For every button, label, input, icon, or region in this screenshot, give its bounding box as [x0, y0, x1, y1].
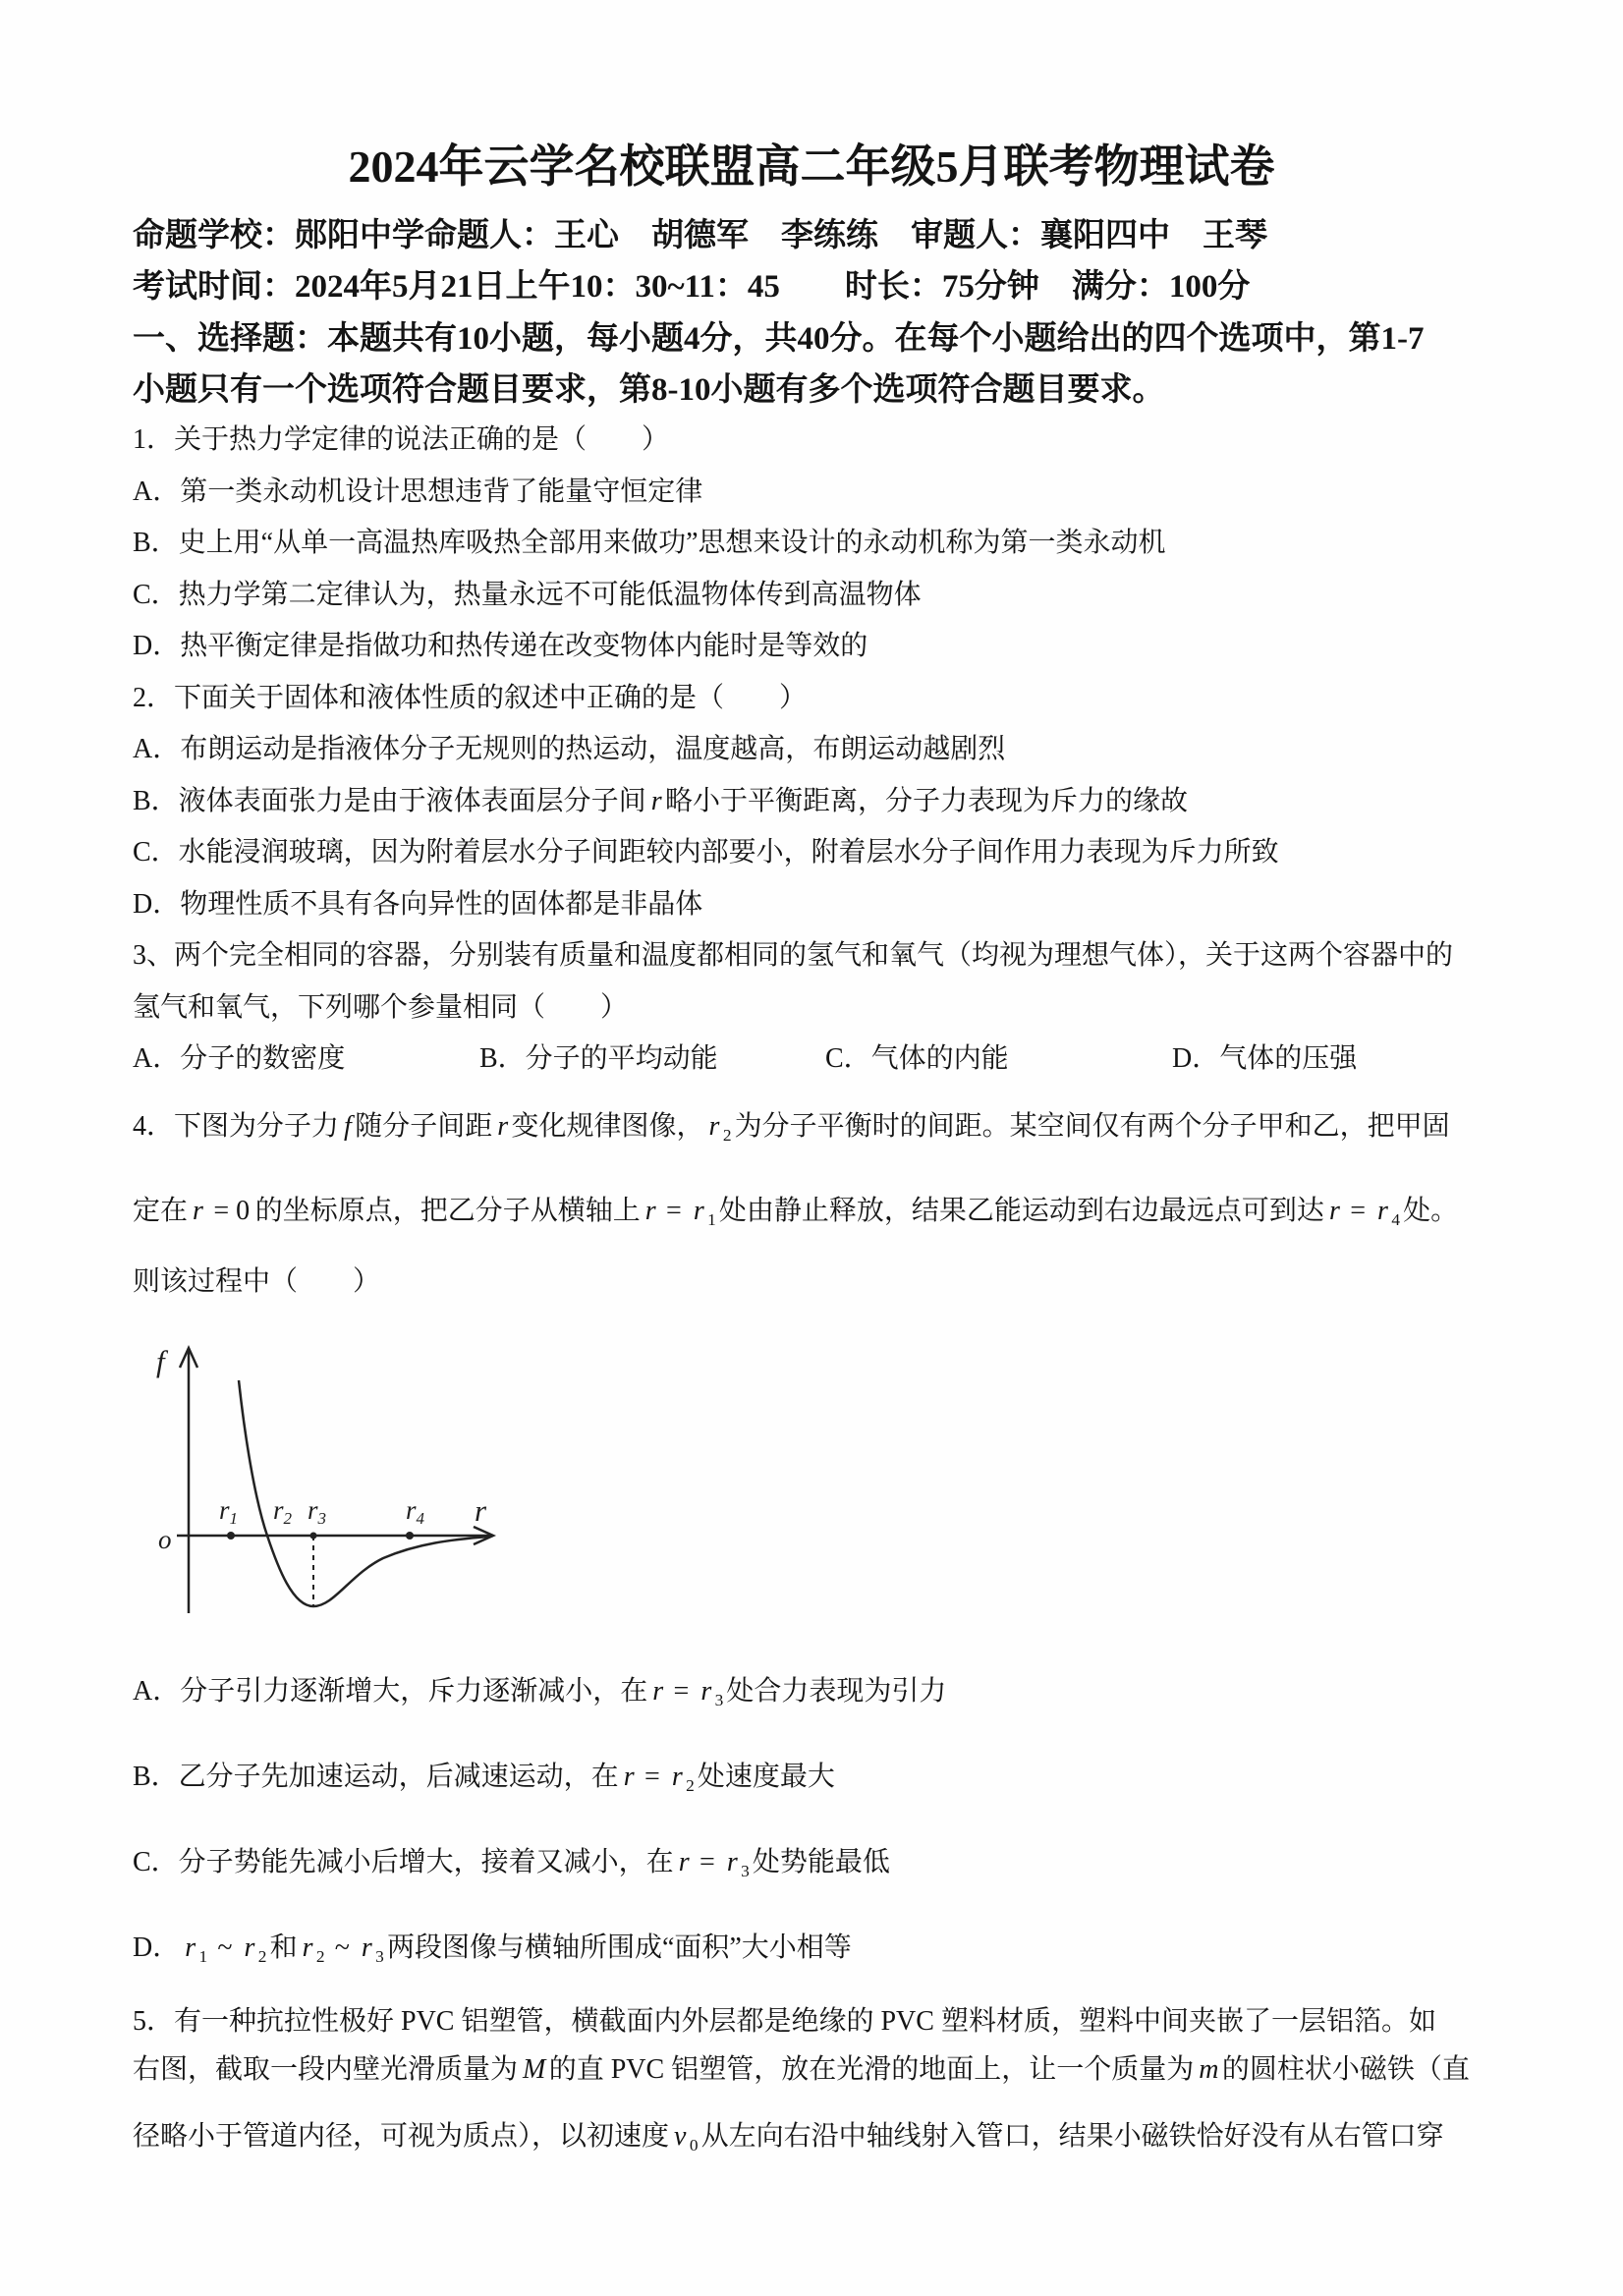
- q2-option-c: C．水能浸润玻璃，因为附着层水分子间距较内部要小，附着层水分子间作用力表现为斥力所致: [133, 837, 1279, 868]
- q3-option-c: C．气体的内能: [825, 1043, 1009, 1074]
- marker-letter: r: [273, 1495, 284, 1525]
- variable-v: v: [674, 2121, 687, 2152]
- stem-text: 的直 PVC 铝塑管，放在光滑的地面上，让一个质量为: [548, 2054, 1195, 2085]
- marker-letter: r: [308, 1495, 318, 1525]
- q5-stem-line2: [133, 2050, 1470, 2090]
- stem-text: 为分子平衡时的间距。某空间仅有两个分子甲和乙，把甲固: [734, 1111, 1450, 1142]
- subscript: 3: [375, 1946, 384, 1966]
- stem-text: 定在: [133, 1196, 189, 1226]
- marker-subscript: 2: [283, 1509, 293, 1528]
- q4-option-d: [133, 1929, 852, 1968]
- subscript: 1: [707, 1209, 716, 1229]
- equals-sign: =: [213, 1196, 230, 1226]
- variable-r: r: [185, 1932, 196, 1963]
- q2-stem: 2．下面关于固体和液体性质的叙述中正确的是（ ）: [133, 683, 808, 713]
- r4-point: [406, 1532, 414, 1540]
- marker-r1-label: [219, 1495, 238, 1528]
- tilde-sign: ~: [217, 1932, 233, 1963]
- variable-r: r: [652, 1676, 664, 1707]
- stem-text: 变化规律图像，: [511, 1111, 704, 1142]
- q3-option-d: D．气体的压强: [1172, 1043, 1358, 1074]
- subscript: 2: [257, 1946, 267, 1966]
- option-text: 略小于平衡距离，分子力表现为斥力的缘故: [664, 786, 1188, 816]
- subscript: 4: [1391, 1209, 1400, 1229]
- q4-option-a: [133, 1672, 946, 1711]
- subscript: 3: [714, 1690, 724, 1709]
- variable-r: r: [678, 1847, 690, 1877]
- exam-title: 2024年云学名校联盟高二年级5月联考物理试卷: [348, 141, 1275, 192]
- r1-point: [227, 1532, 235, 1540]
- q3-option-b: B．分子的平均动能: [479, 1043, 718, 1074]
- stem-text: 的坐标原点，把乙分子从横轴上: [254, 1196, 641, 1226]
- variable-f: f: [344, 1111, 352, 1142]
- variable-r: r: [726, 1847, 738, 1877]
- q2-option-d: D．物理性质不具有各向异性的固体都是非晶体: [133, 889, 703, 920]
- variable-r: r: [302, 1932, 313, 1963]
- subscript: 2: [686, 1775, 695, 1795]
- variable-r: r: [708, 1111, 720, 1142]
- q1-option-d: D．热平衡定律是指做功和热传递在改变物体内能时是等效的: [133, 631, 868, 661]
- q4-stem-line1: [133, 1107, 1450, 1147]
- force-curve: [239, 1380, 488, 1606]
- x-axis-label: r: [475, 1493, 487, 1528]
- stem-text: 从左向右沿中轴线射入管口，结果小磁铁恰好没有从右管口穿: [700, 2121, 1444, 2152]
- q1-stem: 1．关于热力学定律的说法正确的是（ ）: [133, 424, 670, 455]
- marker-subscript: 3: [317, 1509, 327, 1528]
- option-text: A．分子引力逐渐增大，斥力逐渐减小，在: [133, 1676, 648, 1707]
- variable-r: r: [650, 786, 662, 816]
- q5-stem-line1: 5．有一种抗拉性极好 PVC 铝塑管，横截面内外层都是绝缘的 PVC 塑料材质，塑料中间夹嵌了一层铝箔。如: [133, 2006, 1436, 2037]
- option-text: B．液体表面张力是由于液体表面层分子间: [133, 786, 646, 816]
- marker-r4-label: [406, 1495, 425, 1528]
- variable-r: r: [193, 1196, 203, 1226]
- tilde-sign: ~: [334, 1932, 350, 1963]
- molecular-force-graph: [133, 1326, 516, 1621]
- q4-option-b: [133, 1758, 835, 1797]
- stem-text: 随分子间距: [355, 1111, 493, 1142]
- q2-option-a: A．布朗运动是指液体分子无规则的热运动，温度越高，布朗运动越剧烈: [133, 734, 1006, 764]
- stem-text: 处。: [1403, 1196, 1459, 1226]
- variable-r: r: [497, 1111, 509, 1142]
- q5-stem-line3: [133, 2117, 1444, 2156]
- marker-r2-label: [273, 1495, 293, 1528]
- marker-subscript: 4: [416, 1509, 425, 1528]
- r3-point: [310, 1533, 317, 1540]
- subscript: 3: [741, 1861, 750, 1880]
- option-text: 和: [269, 1932, 298, 1963]
- stem-text: 右图，截取一段内壁光滑质量为: [133, 2054, 519, 2085]
- q3-stem-line2: 氢气和氧气，下列哪个参量相同（ ）: [133, 992, 629, 1023]
- variable-r: r: [1328, 1196, 1340, 1226]
- variable-r: r: [623, 1762, 635, 1792]
- equals-sign: =: [1350, 1196, 1367, 1226]
- stem-text: 径略小于管道内径，可视为质点），以初速度: [133, 2121, 670, 2152]
- q1-option-c: C．热力学第二定律认为，热量永远不可能低温物体传到高温物体: [133, 580, 922, 610]
- q3-stem-line1: 3、两个完全相同的容器，分别装有质量和温度都相同的氢气和氧气（均视为理想气体），关于这两个容器中的: [133, 940, 1454, 971]
- authors-line: 命题学校：郧阳中学命题人：王心 胡德军 李练练 审题人：襄阳四中 王琴: [133, 218, 1267, 253]
- subscript: 0: [689, 2135, 699, 2155]
- variable-r: r: [361, 1932, 372, 1963]
- equals-sign: =: [666, 1196, 682, 1226]
- stem-text: 的圆柱状小磁铁（直: [1221, 2054, 1470, 2085]
- option-text: D．: [133, 1932, 181, 1963]
- equals-sign: =: [644, 1762, 660, 1792]
- marker-r3-label: [308, 1495, 326, 1528]
- variable-r: r: [671, 1762, 683, 1792]
- marker-letter: r: [406, 1495, 417, 1525]
- option-text: B．乙分子先加速运动，后减速运动，在: [133, 1762, 619, 1792]
- q4-stem-line3: 则该过程中（ ）: [133, 1266, 381, 1297]
- exam-info-line: 考试时间：2024年5月21日上午10：30~11：45 时长：75分钟 满分：100分: [133, 269, 1251, 305]
- variable-r: r: [244, 1932, 255, 1963]
- number-zero: 0: [236, 1196, 251, 1226]
- marker-subscript: 1: [229, 1509, 239, 1528]
- option-text: 处速度最大: [697, 1762, 835, 1792]
- y-axis-label: f: [156, 1344, 165, 1378]
- section-heading-line2: 小题只有一个选项符合题目要求，第8-10小题有多个选项符合题目要求。: [133, 372, 1165, 408]
- equals-sign: =: [673, 1676, 690, 1707]
- option-text: 处势能最低: [752, 1847, 890, 1877]
- q4-option-c: [133, 1843, 890, 1882]
- subscript: 2: [722, 1125, 732, 1145]
- q2-option-b: [133, 782, 1188, 821]
- stem-text: 4．下图为分子力: [133, 1111, 340, 1142]
- q1-option-a: A．第一类永动机设计思想违背了能量守恒定律: [133, 476, 703, 507]
- subscript: 2: [315, 1946, 325, 1966]
- option-text: 处合力表现为引力: [726, 1676, 947, 1707]
- q4-stem-line2: [133, 1192, 1458, 1231]
- variable-M: M: [523, 2054, 546, 2085]
- equals-sign: =: [699, 1847, 715, 1877]
- option-text: C．分子势能先减小后增大，接着又减小，在: [133, 1847, 674, 1877]
- variable-r: r: [1377, 1196, 1388, 1226]
- origin-label: o: [158, 1525, 172, 1554]
- variable-r: r: [693, 1196, 704, 1226]
- q1-option-b: B．史上用“从单一高温热库吸热全部用来做功”思想来设计的永动机称为第一类永动机: [133, 528, 1166, 558]
- variable-r: r: [700, 1676, 712, 1707]
- marker-letter: r: [219, 1495, 230, 1525]
- section-heading-line1: 一、选择题：本题共有10小题，每小题4分，共40分。在每个小题给出的四个选项中，第1-7: [133, 321, 1425, 357]
- stem-text: 处由静止释放，结果乙能运动到右边最远点可到达: [718, 1196, 1324, 1226]
- subscript: 1: [198, 1946, 208, 1966]
- q3-option-a: A．分子的数密度: [133, 1043, 346, 1074]
- option-text: 两段图像与横轴所围成“面积”大小相等: [386, 1932, 852, 1963]
- variable-m: m: [1199, 2054, 1219, 2085]
- variable-r: r: [644, 1196, 656, 1226]
